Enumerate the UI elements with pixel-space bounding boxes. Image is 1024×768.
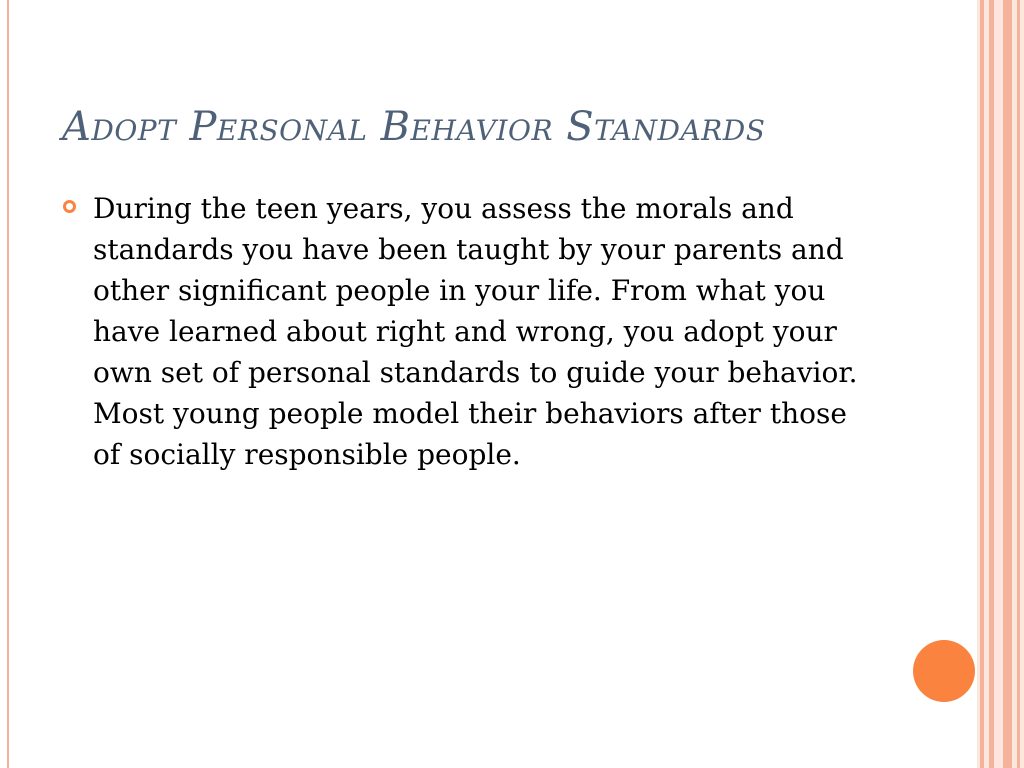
bullet-text: During the teen years, you assess the morals and standards you have been taught by your parents and other significant people in your life. From what you have learned about right and wrong, you adopt your own set of personal standards to guide your behavior. Most young people model their behaviors after those of socially responsible people. xyxy=(93,192,858,471)
bullet-item xyxy=(63,188,883,475)
decorative-stripe xyxy=(980,0,984,768)
slide-title: Adopt Personal Behavior Standards xyxy=(62,104,766,150)
bullet-ring-icon xyxy=(63,200,76,213)
bullet-list xyxy=(63,188,883,475)
decorative-stripe xyxy=(1003,0,1012,768)
decorative-stripe xyxy=(1017,0,1020,768)
left-border-line xyxy=(7,0,9,768)
right-decorative-panel xyxy=(977,0,1024,768)
decorative-stripe xyxy=(989,0,994,768)
orange-circle-decoration xyxy=(913,640,975,702)
